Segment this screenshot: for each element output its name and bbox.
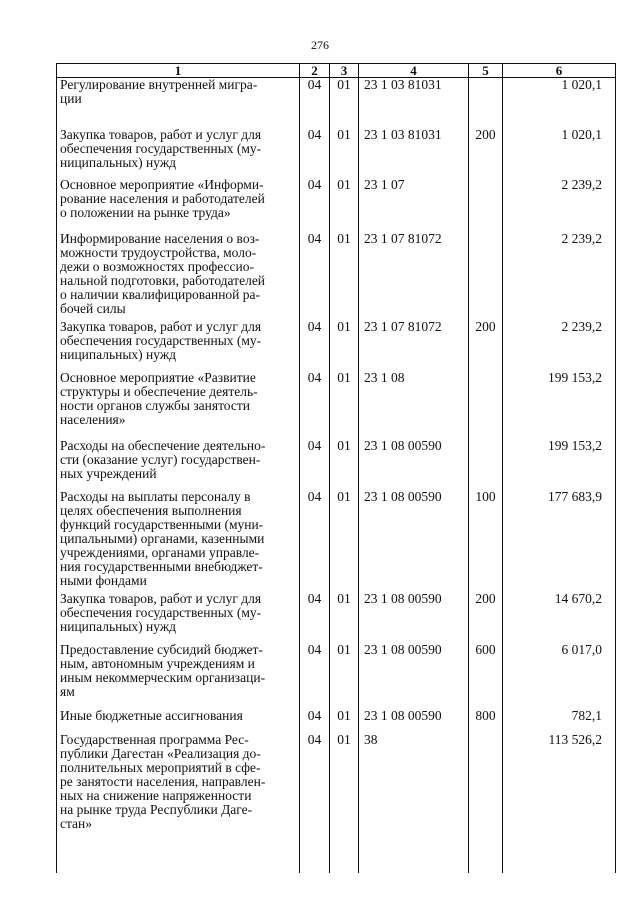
target-article-code: 23 1 08 00590 bbox=[359, 592, 469, 643]
subsection-code: 01 bbox=[330, 371, 359, 439]
expense-name-line: полнительных мероприятий в сфе- bbox=[60, 759, 261, 775]
target-article-code: 23 1 07 81072 bbox=[359, 232, 469, 320]
expense-name-line: Закупка товаров, работ и услуг для bbox=[60, 319, 262, 334]
expense-name-line: ных учреждений bbox=[60, 465, 157, 481]
table-row-continuation bbox=[57, 853, 616, 873]
expense-name-line: ям bbox=[60, 683, 75, 699]
section-code: 04 bbox=[300, 643, 330, 709]
expense-name-line: ным, автономным учреждениям и bbox=[60, 655, 255, 671]
expense-name-line: иным некоммерческим организаци- bbox=[60, 669, 266, 685]
expense-name-line: дежи о возможностях профессио- bbox=[60, 258, 254, 274]
expense-type-code: 100 bbox=[469, 490, 503, 592]
subsection-code: 01 bbox=[330, 78, 359, 128]
expense-type-code bbox=[469, 232, 503, 320]
empty-cell bbox=[330, 853, 359, 873]
budget-table bbox=[56, 63, 616, 873]
section-code: 04 bbox=[300, 733, 330, 853]
section-code: 04 bbox=[300, 592, 330, 643]
expense-name-line: Государственная программа Рес- bbox=[60, 732, 249, 747]
section-code: 04 bbox=[300, 128, 330, 178]
expense-name-line: Основное мероприятие «Развитие bbox=[60, 370, 256, 385]
empty-cell bbox=[503, 853, 616, 873]
amount: 1 020,1 bbox=[503, 128, 616, 178]
expense-name-line: можности трудоустройства, моло- bbox=[60, 244, 257, 260]
expense-name-line: нальной подготовки, работодателей bbox=[60, 272, 266, 288]
target-article-code: 23 1 07 81072 bbox=[359, 320, 469, 371]
expense-name-line: структуры и обеспечение деятель- bbox=[60, 383, 258, 399]
expense-type-code: 200 bbox=[469, 592, 503, 643]
target-article-code: 23 1 08 00590 bbox=[359, 709, 469, 733]
empty-cell bbox=[359, 853, 469, 873]
subsection-code: 01 bbox=[330, 592, 359, 643]
target-article-code: 23 1 08 bbox=[359, 371, 469, 439]
subsection-code: 01 bbox=[330, 178, 359, 232]
column-header-5: 5 bbox=[469, 64, 503, 78]
section-code: 04 bbox=[300, 490, 330, 592]
column-header-4: 4 bbox=[359, 64, 469, 78]
table-row bbox=[57, 371, 616, 439]
expense-name-line: Закупка товаров, работ и услуг для bbox=[60, 127, 262, 142]
expense-name-line: ными фондами bbox=[60, 572, 147, 588]
column-header-3: 3 bbox=[330, 64, 359, 78]
expense-name bbox=[57, 178, 300, 232]
amount: 199 153,2 bbox=[503, 439, 616, 490]
amount: 2 239,2 bbox=[503, 178, 616, 232]
amount: 1 020,1 bbox=[503, 78, 616, 128]
expense-name-line: бочей силы bbox=[60, 300, 126, 316]
subsection-code: 01 bbox=[330, 733, 359, 853]
target-article-code: 23 1 07 bbox=[359, 178, 469, 232]
expense-name-line: Расходы на обеспечение деятельно- bbox=[60, 438, 266, 453]
section-code: 04 bbox=[300, 709, 330, 733]
target-article-code: 23 1 08 00590 bbox=[359, 490, 469, 592]
expense-name-line: ре занятости населения, направлен- bbox=[60, 773, 266, 789]
expense-name-line: учреждениями, органами управле- bbox=[60, 544, 260, 560]
expense-name-line: обеспечения государственных (му- bbox=[60, 604, 262, 620]
subsection-code: 01 bbox=[330, 643, 359, 709]
subsection-code: 01 bbox=[330, 709, 359, 733]
column-header-2: 2 bbox=[300, 64, 330, 78]
section-code: 04 bbox=[300, 232, 330, 320]
expense-name-line: на рынке труда Республики Даге- bbox=[60, 801, 253, 817]
expense-name bbox=[57, 490, 300, 592]
table-row bbox=[57, 709, 616, 733]
amount: 2 239,2 bbox=[503, 320, 616, 371]
expense-name-line: рование населения и работодателей bbox=[60, 190, 265, 206]
expense-name bbox=[57, 592, 300, 643]
expense-name-line: Расходы на выплаты персоналу в bbox=[60, 489, 251, 504]
amount: 14 670,2 bbox=[503, 592, 616, 643]
expense-name-line: ции bbox=[60, 91, 82, 106]
subsection-code: 01 bbox=[330, 232, 359, 320]
table-row bbox=[57, 592, 616, 643]
table-row bbox=[57, 128, 616, 178]
expense-type-code: 200 bbox=[469, 320, 503, 371]
expense-name-line: функций государственными (муни- bbox=[60, 516, 264, 532]
subsection-code: 01 bbox=[330, 439, 359, 490]
table-row bbox=[57, 733, 616, 853]
target-article-code: 38 bbox=[359, 733, 469, 853]
subsection-code: 01 bbox=[330, 128, 359, 178]
expense-type-code bbox=[469, 178, 503, 232]
subsection-code: 01 bbox=[330, 490, 359, 592]
expense-name-line: обеспечения государственных (му- bbox=[60, 140, 262, 156]
table-row bbox=[57, 178, 616, 232]
expense-name-line: ниципальных) нужд bbox=[60, 154, 177, 170]
amount: 177 683,9 bbox=[503, 490, 616, 592]
expense-name bbox=[57, 78, 300, 128]
expense-name bbox=[57, 733, 300, 853]
empty-cell bbox=[469, 853, 503, 873]
expense-name-line: ния государственными внебюджет- bbox=[60, 558, 263, 574]
expense-name-line: ниципальных) нужд bbox=[60, 618, 177, 634]
expense-name-line: ципальными) органами, казенными bbox=[60, 530, 265, 546]
section-code: 04 bbox=[300, 320, 330, 371]
expense-name bbox=[57, 439, 300, 490]
expense-name bbox=[57, 643, 300, 709]
expense-name-line: ниципальных) нужд bbox=[60, 346, 177, 362]
expense-type-code bbox=[469, 439, 503, 490]
amount: 113 526,2 bbox=[503, 733, 616, 853]
column-header-1: 1 bbox=[57, 64, 300, 78]
amount: 6 017,0 bbox=[503, 643, 616, 709]
expense-type-code bbox=[469, 78, 503, 128]
expense-name bbox=[57, 128, 300, 178]
expense-name-line: ных на снижение напряженности bbox=[60, 787, 252, 803]
target-article-code: 23 1 03 81031 bbox=[359, 128, 469, 178]
expense-name-line: населения» bbox=[60, 411, 126, 427]
expense-type-code: 800 bbox=[469, 709, 503, 733]
amount: 199 153,2 bbox=[503, 371, 616, 439]
target-article-code: 23 1 08 00590 bbox=[359, 439, 469, 490]
page-number: 276 bbox=[311, 38, 329, 52]
expense-name-line: о положении на рынке труда» bbox=[60, 204, 231, 220]
table-row bbox=[57, 78, 616, 128]
empty-cell bbox=[300, 853, 330, 873]
expense-name bbox=[57, 371, 300, 439]
section-code: 04 bbox=[300, 178, 330, 232]
expense-name-line: о наличии квалифицированной ра- bbox=[60, 286, 261, 302]
empty-cell bbox=[57, 853, 300, 873]
expense-name bbox=[57, 709, 300, 733]
expense-name-line: целях обеспечения выполнения bbox=[60, 502, 242, 518]
expense-name-line: Информирование населения о воз- bbox=[60, 231, 260, 246]
expense-name-line: Закупка товаров, работ и услуг для bbox=[60, 591, 262, 606]
expense-name-line: Основное мероприятие «Информи- bbox=[60, 177, 264, 192]
subsection-code: 01 bbox=[330, 320, 359, 371]
table-row bbox=[57, 643, 616, 709]
expense-name-line: Регулирование внутренней мигра- bbox=[60, 77, 258, 92]
amount: 782,1 bbox=[503, 709, 616, 733]
expense-type-code: 200 bbox=[469, 128, 503, 178]
amount: 2 239,2 bbox=[503, 232, 616, 320]
target-article-code: 23 1 03 81031 bbox=[359, 78, 469, 128]
section-code: 04 bbox=[300, 371, 330, 439]
column-header-6: 6 bbox=[503, 64, 616, 78]
section-code: 04 bbox=[300, 439, 330, 490]
header-row bbox=[57, 64, 616, 78]
expense-name-line: стан» bbox=[60, 815, 93, 831]
expense-name-line: обеспечения государственных (му- bbox=[60, 332, 262, 348]
expense-name-line: сти (оказание услуг) государствен- bbox=[60, 451, 261, 467]
table-row bbox=[57, 320, 616, 371]
section-code: 04 bbox=[300, 78, 330, 128]
expense-name-line: публики Дагестан «Реализация до- bbox=[60, 745, 261, 761]
expense-name-line: Иные бюджетные ассигнования bbox=[60, 708, 243, 723]
expense-name-line: ности органов службы занятости bbox=[60, 397, 251, 413]
target-article-code: 23 1 08 00590 bbox=[359, 643, 469, 709]
table-row bbox=[57, 490, 616, 592]
table-row bbox=[57, 232, 616, 320]
expense-name-line: Предоставление субсидий бюджет- bbox=[60, 642, 263, 657]
expense-type-code bbox=[469, 371, 503, 439]
table-row bbox=[57, 439, 616, 490]
expense-type-code bbox=[469, 733, 503, 853]
expense-type-code: 600 bbox=[469, 643, 503, 709]
expense-name bbox=[57, 232, 300, 320]
expense-name bbox=[57, 320, 300, 371]
